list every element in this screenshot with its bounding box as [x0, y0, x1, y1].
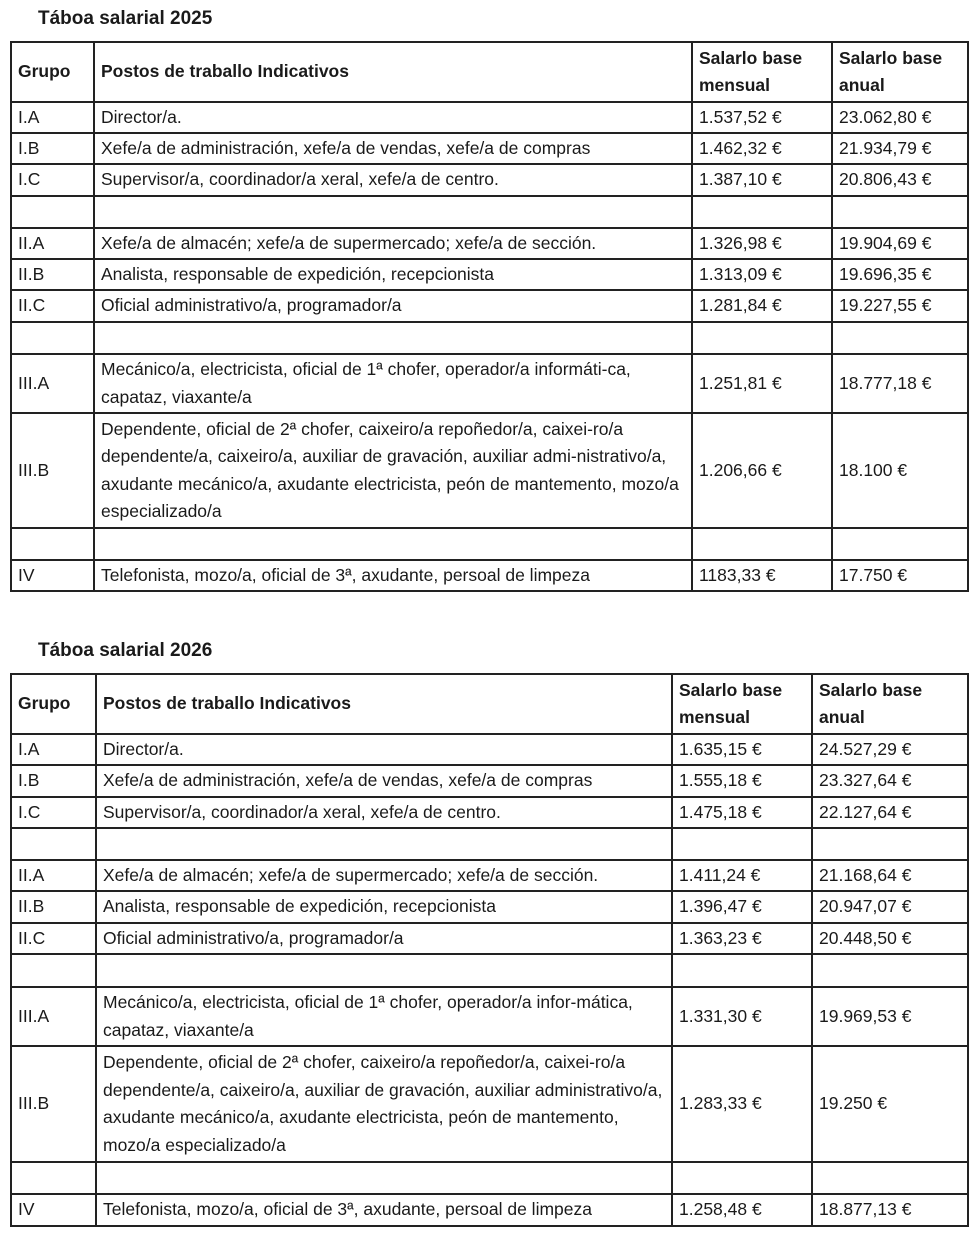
table-header-row [11, 674, 968, 734]
cell-postos [94, 322, 692, 354]
cell-mensual: 1.326,98 € [692, 228, 832, 259]
table-row [11, 860, 968, 891]
cell-postos: Mecánico/a, electricista, oficial de 1ª chofer, operador/a informáti-ca, capataz, viaxante/a [94, 354, 692, 413]
cell-grupo: I.C [11, 164, 94, 196]
cell-postos: Director/a. [96, 734, 672, 765]
cell-grupo: II.A [11, 860, 96, 891]
cell-mensual [692, 322, 832, 354]
cell-anual: 21.168,64 € [812, 860, 968, 891]
cell-grupo: I.B [11, 765, 96, 797]
cell-postos: Dependente, oficial de 2ª chofer, caixeiro/a repoñedor/a, caixei-ro/a dependente/a, caixeiro/a, auxiliar de gravación, auxiliar administrativo/a, axudante mecánico/a, axudante electricista, peón de mantemento, mozo/a especializado/a [96, 1046, 672, 1162]
cell-grupo: I.C [11, 797, 96, 828]
cell-postos [96, 954, 672, 987]
cell-postos: Telefonista, mozo/a, oficial de 3ª, axudante, persoal de limpeza [94, 560, 692, 591]
table-row [11, 1046, 968, 1162]
table-row [11, 413, 968, 528]
cell-mensual: 1.635,15 € [672, 734, 812, 765]
table-row [11, 560, 968, 591]
cell-mensual: 1.251,81 € [692, 354, 832, 413]
cell-anual: 19.696,35 € [832, 259, 968, 290]
cell-postos [94, 528, 692, 560]
header-grupo: Grupo [11, 674, 96, 734]
cell-grupo: I.A [11, 734, 96, 765]
cell-grupo: III.B [11, 1046, 96, 1162]
cell-anual: 19.250 € [812, 1046, 968, 1162]
table-row [11, 164, 968, 196]
cell-postos: Xefe/a de administración, xefe/a de vendas, xefe/a de compras [94, 133, 692, 164]
table-row [11, 797, 968, 828]
header-postos: Postos de traballo Indicativos [96, 674, 672, 734]
table-row [11, 1194, 968, 1226]
table-row-spacer [11, 1162, 968, 1194]
cell-anual: 20.448,50 € [812, 923, 968, 954]
cell-mensual: 1.475,18 € [672, 797, 812, 828]
cell-mensual [692, 528, 832, 560]
cell-postos: Supervisor/a, coordinador/a xeral, xefe/a de centro. [94, 164, 692, 196]
cell-grupo: IV [11, 1194, 96, 1226]
cell-anual [832, 196, 968, 228]
cell-postos: Dependente, oficial de 2ª chofer, caixeiro/a repoñedor/a, caixei-ro/a dependente/a, caixeiro/a, auxiliar de gravación, auxiliar admi-nistrativo/a, axudante mecánico/a, axudante electricista, peón de mantemento, mozo/a especializado/a [94, 413, 692, 528]
cell-grupo: I.B [11, 133, 94, 164]
cell-anual: 20.947,07 € [812, 891, 968, 923]
cell-anual [832, 322, 968, 354]
header-mensual: Salarlo base mensual [672, 674, 812, 734]
cell-anual: 19.227,55 € [832, 290, 968, 322]
cell-anual: 21.934,79 € [832, 133, 968, 164]
cell-grupo: II.B [11, 891, 96, 923]
cell-postos [96, 828, 672, 860]
cell-mensual: 1.555,18 € [672, 765, 812, 797]
table-row [11, 765, 968, 797]
cell-grupo [11, 196, 94, 228]
cell-mensual [692, 196, 832, 228]
cell-anual: 22.127,64 € [812, 797, 968, 828]
table-row-spacer [11, 322, 968, 354]
table-row-spacer [11, 954, 968, 987]
cell-anual: 19.969,53 € [812, 987, 968, 1046]
table-row [11, 354, 968, 413]
table-title-2025: Táboa salarial 2025 [38, 8, 213, 29]
cell-grupo [11, 1162, 96, 1194]
cell-grupo: II.B [11, 259, 94, 290]
cell-postos: Mecánico/a, electricista, oficial de 1ª chofer, operador/a infor-mática, capataz, viaxante/a [96, 987, 672, 1046]
table-row [11, 734, 968, 765]
cell-grupo: II.C [11, 290, 94, 322]
table-row [11, 228, 968, 259]
cell-grupo: II.C [11, 923, 96, 954]
cell-grupo [11, 828, 96, 860]
header-mensual: Salarlo base mensual [692, 42, 832, 102]
table-title-2026: Táboa salarial 2026 [38, 640, 213, 661]
table-row [11, 290, 968, 322]
cell-grupo: III.B [11, 413, 94, 528]
cell-postos: Xefe/a de almacén; xefe/a de supermercado; xefe/a de sección. [94, 228, 692, 259]
cell-grupo [11, 322, 94, 354]
salary-table-2026 [10, 673, 969, 1227]
cell-anual: 17.750 € [832, 560, 968, 591]
header-postos: Postos de traballo Indicativos [94, 42, 692, 102]
cell-grupo [11, 528, 94, 560]
cell-anual: 20.806,43 € [832, 164, 968, 196]
cell-postos: Supervisor/a, coordinador/a xeral, xefe/a de centro. [96, 797, 672, 828]
cell-postos: Oficial administrativo/a, programador/a [94, 290, 692, 322]
cell-postos: Analista, responsable de expedición, recepcionista [96, 891, 672, 923]
table-row [11, 987, 968, 1046]
cell-postos [94, 196, 692, 228]
cell-anual [812, 954, 968, 987]
cell-grupo: III.A [11, 987, 96, 1046]
table-row [11, 133, 968, 164]
cell-anual [812, 1162, 968, 1194]
cell-postos: Oficial administrativo/a, programador/a [96, 923, 672, 954]
cell-mensual: 1.331,30 € [672, 987, 812, 1046]
cell-postos: Telefonista, mozo/a, oficial de 3ª, axudante, persoal de limpeza [96, 1194, 672, 1226]
cell-anual: 19.904,69 € [832, 228, 968, 259]
table-row-spacer [11, 828, 968, 860]
cell-grupo: III.A [11, 354, 94, 413]
table-header-row [11, 42, 968, 102]
cell-mensual [672, 1162, 812, 1194]
header-grupo: Grupo [11, 42, 94, 102]
cell-mensual: 1.363,23 € [672, 923, 812, 954]
header-anual: Salarlo base anual [832, 42, 968, 102]
header-anual: Salarlo base anual [812, 674, 968, 734]
salary-table-2025 [10, 41, 969, 592]
cell-anual [812, 828, 968, 860]
cell-mensual: 1.387,10 € [692, 164, 832, 196]
cell-mensual [672, 954, 812, 987]
cell-mensual: 1.283,33 € [672, 1046, 812, 1162]
cell-grupo: II.A [11, 228, 94, 259]
cell-anual [832, 528, 968, 560]
cell-mensual: 1.313,09 € [692, 259, 832, 290]
cell-anual: 18.100 € [832, 413, 968, 528]
table-row-spacer [11, 528, 968, 560]
cell-grupo: I.A [11, 102, 94, 133]
table-row [11, 923, 968, 954]
cell-postos: Analista, responsable de expedición, recepcionista [94, 259, 692, 290]
cell-mensual: 1.462,32 € [692, 133, 832, 164]
cell-mensual: 1.258,48 € [672, 1194, 812, 1226]
cell-postos: Director/a. [94, 102, 692, 133]
table-row [11, 259, 968, 290]
cell-mensual: 1.411,24 € [672, 860, 812, 891]
cell-postos [96, 1162, 672, 1194]
table-row [11, 102, 968, 133]
cell-mensual: 1.206,66 € [692, 413, 832, 528]
cell-anual: 23.327,64 € [812, 765, 968, 797]
cell-grupo [11, 954, 96, 987]
cell-mensual: 1183,33 € [692, 560, 832, 591]
cell-anual: 23.062,80 € [832, 102, 968, 133]
cell-mensual [672, 828, 812, 860]
table-row [11, 891, 968, 923]
cell-anual: 18.777,18 € [832, 354, 968, 413]
cell-anual: 24.527,29 € [812, 734, 968, 765]
cell-postos: Xefe/a de almacén; xefe/a de supermercado; xefe/a de sección. [96, 860, 672, 891]
cell-mensual: 1.396,47 € [672, 891, 812, 923]
cell-anual: 18.877,13 € [812, 1194, 968, 1226]
cell-mensual: 1.281,84 € [692, 290, 832, 322]
cell-postos: Xefe/a de administración, xefe/a de vendas, xefe/a de compras [96, 765, 672, 797]
cell-mensual: 1.537,52 € [692, 102, 832, 133]
cell-grupo: IV [11, 560, 94, 591]
table-row-spacer [11, 196, 968, 228]
